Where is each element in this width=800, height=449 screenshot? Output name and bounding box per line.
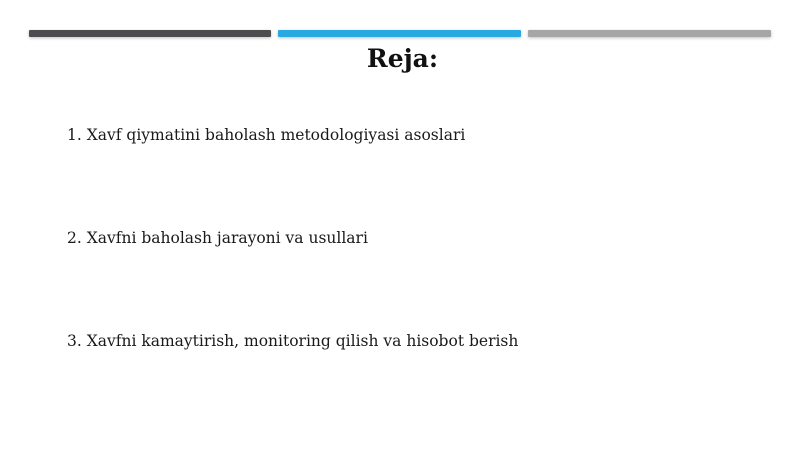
accent-bar-blue xyxy=(278,30,521,37)
slide-title: Reja: xyxy=(366,44,439,73)
plan-item-1: 1. Xavf qiymatini baholash metodologiyasi asoslari xyxy=(67,126,466,144)
plan-item-2: 2. Xavfni baholash jarayoni va usullari xyxy=(67,229,368,247)
accent-bar-dark xyxy=(29,30,271,37)
plan-item-3: 3. Xavfni kamaytirish, monitoring qilish va hisobot berish xyxy=(67,332,519,350)
accent-bar-gray xyxy=(528,30,771,37)
